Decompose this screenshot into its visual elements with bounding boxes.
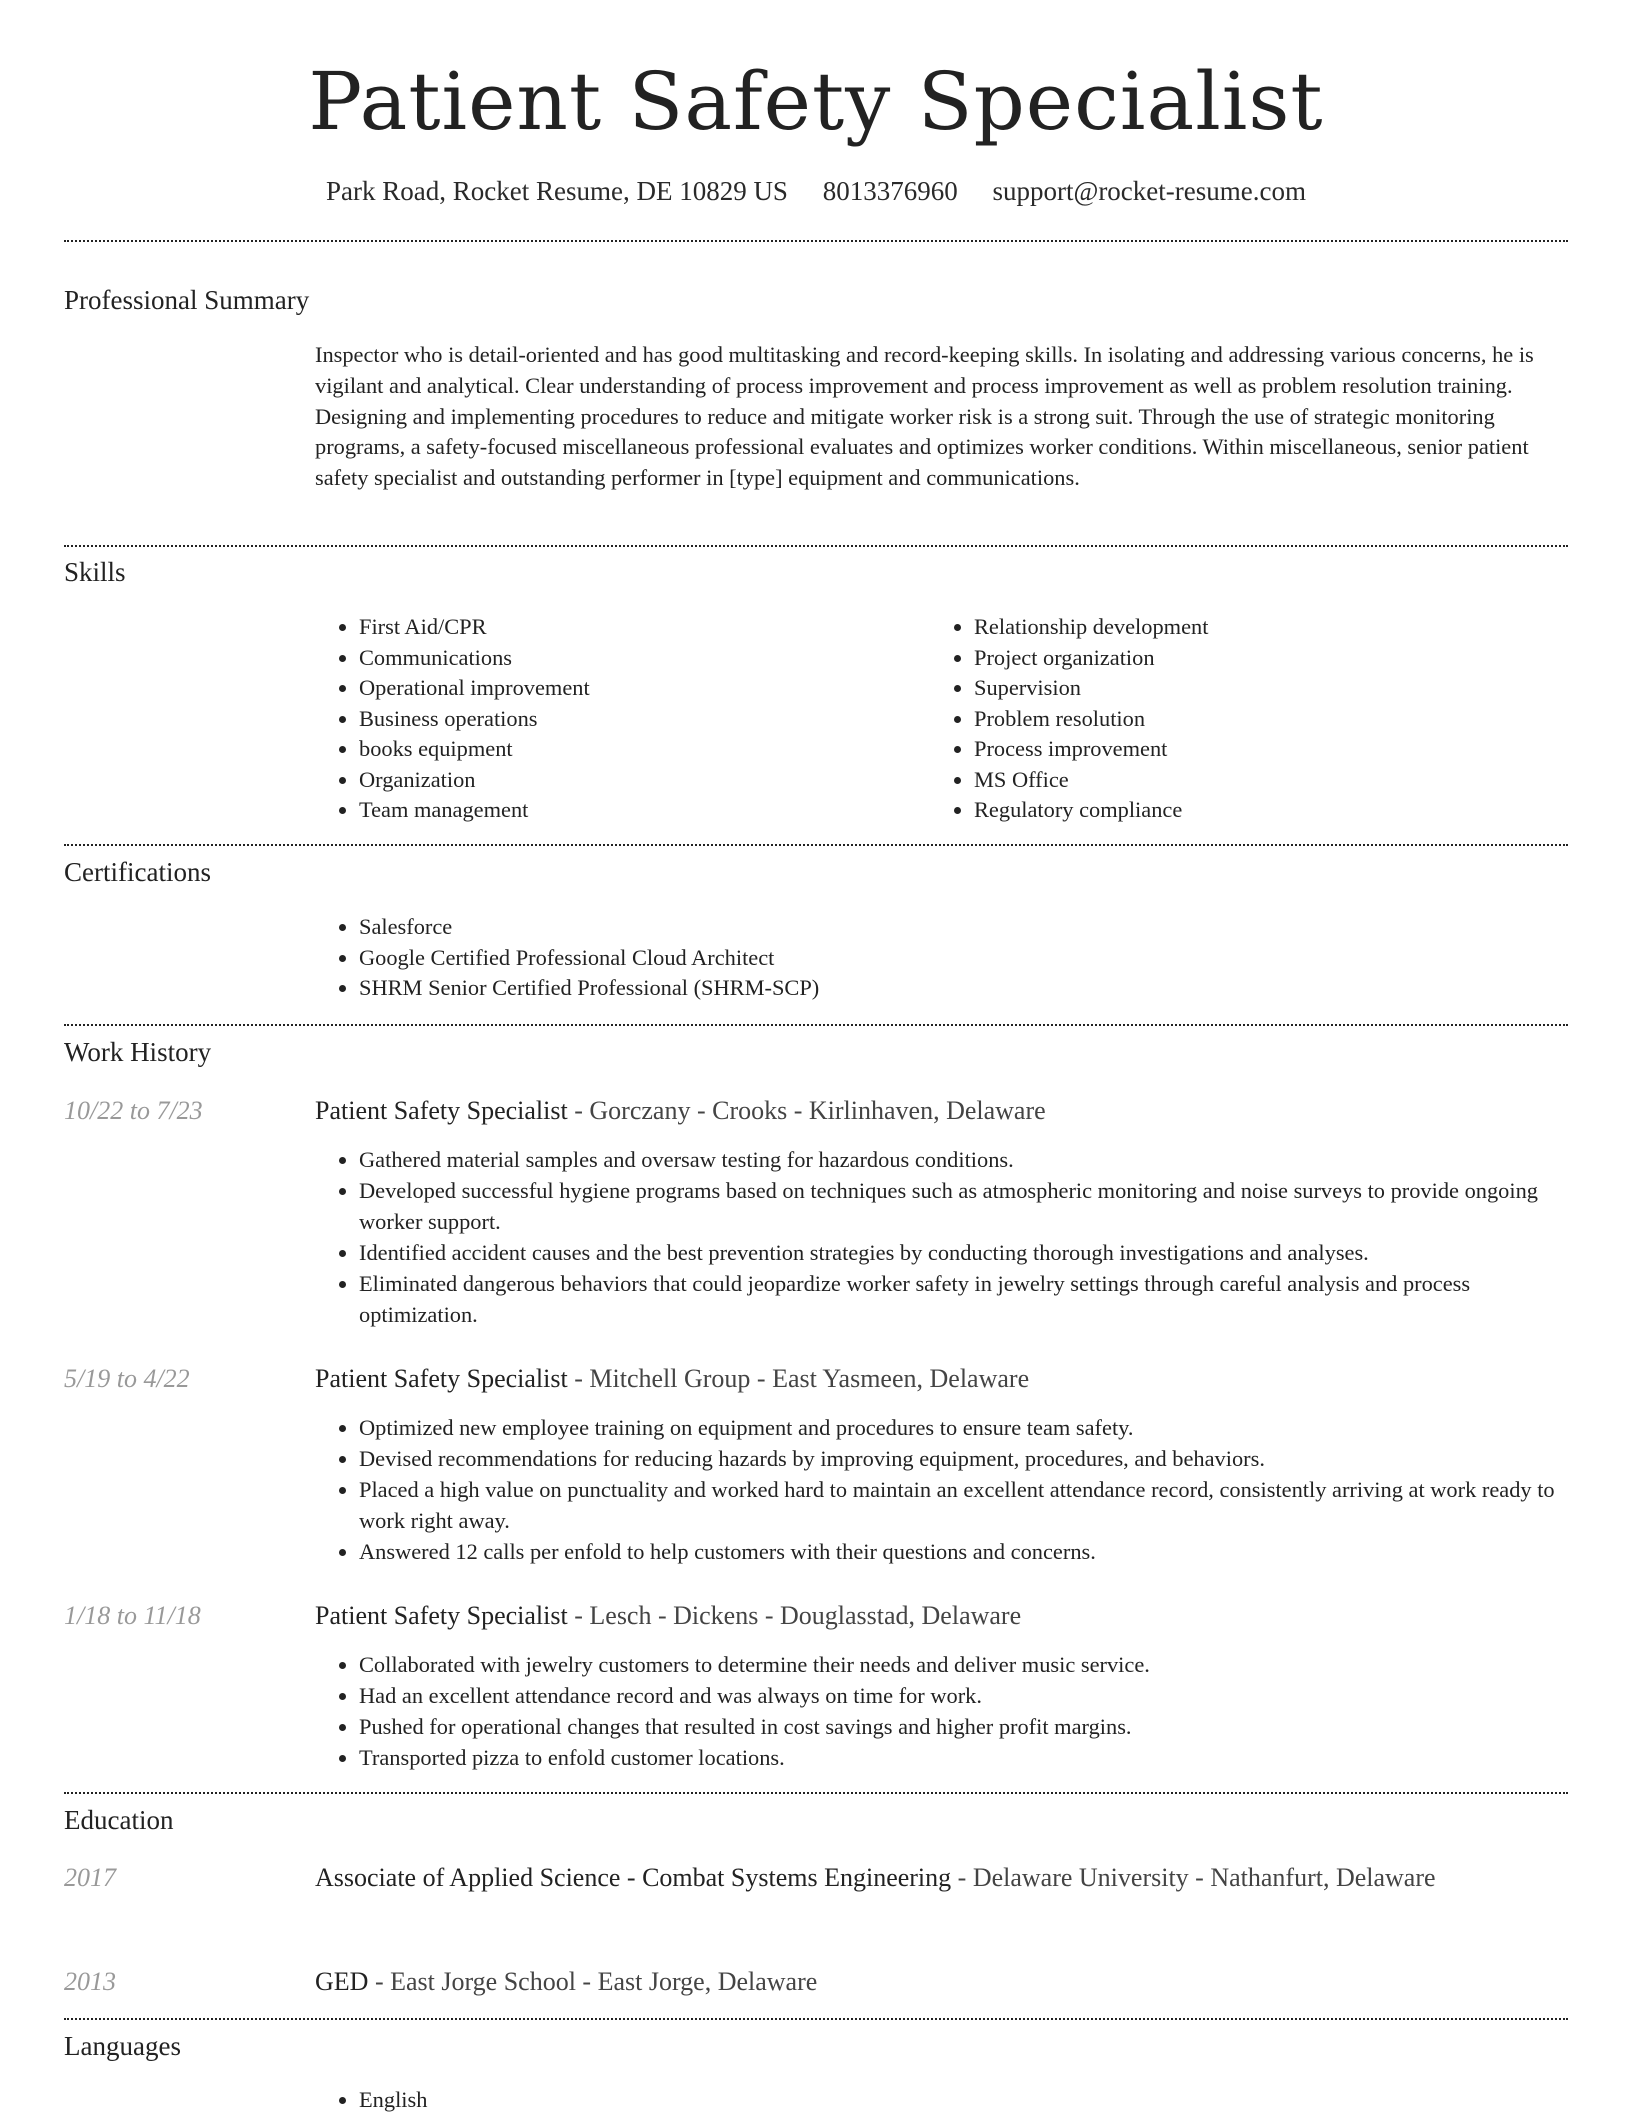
certification-item: • SHRM Senior Certified Professional (SHRM-SCP) xyxy=(359,973,1555,1004)
skill-item: • Regulatory compliance xyxy=(974,795,1550,826)
resume-header xyxy=(0,0,1632,208)
skills-column-right xyxy=(930,612,1550,826)
skill-item: • Business operations xyxy=(359,704,915,735)
job-bullet: • Had an excellent attendance record and was always on time for work. xyxy=(359,1680,1555,1711)
job-bullet: • Collaborated with jewelry customers to determine their needs and deliver music service. xyxy=(359,1649,1555,1680)
job-bullets xyxy=(315,1412,1555,1567)
education-entry xyxy=(315,1964,1555,2000)
job-dates: 10/22 to 7/23 xyxy=(64,1096,203,1125)
job-bullet: • Gathered material samples and oversaw testing for hazardous conditions. xyxy=(359,1144,1555,1175)
job-bullet: • Transported pizza to enfold customer locations. xyxy=(359,1742,1555,1773)
skill-item: • Operational improvement xyxy=(359,673,915,704)
job-bullet: • Identified accident causes and the best prevention strategies by conducting thorough investigations and analyses. xyxy=(359,1237,1555,1268)
education-details: - East Jorge School - East Jorge, Delaware xyxy=(368,1967,818,1996)
job-bullets xyxy=(315,1649,1555,1773)
section-divider xyxy=(64,844,1568,846)
skill-item: • Problem resolution xyxy=(974,704,1550,735)
job-dates: 1/18 to 11/18 xyxy=(64,1601,201,1630)
job-details: - Lesch - Dickens - Douglasstad, Delaware xyxy=(567,1601,1022,1630)
skill-item: • First Aid/CPR xyxy=(359,612,915,643)
job-dates: 5/19 to 4/22 xyxy=(64,1364,190,1393)
section-divider xyxy=(64,1792,1568,1794)
languages-heading: Languages xyxy=(64,2031,181,2061)
section-divider xyxy=(64,2018,1568,2020)
job-role: Patient Safety Specialist xyxy=(315,1096,568,1125)
contact-address: Park Road, Rocket Resume, DE 10829 US xyxy=(326,176,788,206)
certifications-heading: Certifications xyxy=(64,857,211,887)
language-item: • English xyxy=(359,2085,1555,2116)
languages-list xyxy=(315,2085,1555,2116)
job-bullets xyxy=(315,1144,1555,1330)
section-divider xyxy=(64,240,1568,242)
skill-item: • Team management xyxy=(359,795,915,826)
job-bullet: • Placed a high value on punctuality and worked hard to maintain an excellent attendance record, consistently arriving at work ready to work right away. xyxy=(359,1474,1555,1536)
skills-column-left xyxy=(315,612,915,826)
certification-item: • Google Certified Professional Cloud Architect xyxy=(359,943,1555,974)
skill-item: • Process improvement xyxy=(974,734,1550,765)
skill-item: • Relationship development xyxy=(974,612,1550,643)
work-history-heading: Work History xyxy=(64,1037,212,1067)
education-year: 2013 xyxy=(64,1967,116,1996)
education-degree: Associate of Applied Science - Combat Systems Engineering xyxy=(315,1863,952,1892)
education-details: - Delaware University - Nathanfurt, Delaware xyxy=(951,1863,1436,1892)
section-divider xyxy=(64,1024,1568,1026)
job-bullet: • Pushed for operational changes that resulted in cost savings and higher profit margins. xyxy=(359,1711,1555,1742)
contact-line xyxy=(0,174,1632,208)
skill-item: • Organization xyxy=(359,765,915,796)
summary-heading: Professional Summary xyxy=(64,285,310,315)
section-divider xyxy=(64,545,1568,547)
job-bullet: • Developed successful hygiene programs based on techniques such as atmospheric monitoring and noise surveys to provide ongoing worker support. xyxy=(359,1175,1555,1237)
certification-item: • Salesforce xyxy=(359,912,1555,943)
job-details: - Mitchell Group - East Yasmeen, Delaware xyxy=(567,1364,1030,1393)
job-title xyxy=(315,1093,1555,1129)
skill-item: • Communications xyxy=(359,643,915,674)
summary-text: Inspector who is detail-oriented and has good multitasking and record-keeping skills. In isolating and addressing various concerns, he is vigilant and analytical. Clear understanding of process improvement and process improvement as well as problem resolution training. Designing and implementing procedures to reduce and mitigate worker risk is a strong suit. Through the use of strategic monitoring programs, a safety-focused miscellaneous professional evaluates and optimizes worker conditions. Within miscellaneous, senior patient safety specialist and outstanding performer in [type] equipment and communications. xyxy=(315,342,1534,491)
certifications-list xyxy=(315,912,1555,1004)
job-role: Patient Safety Specialist xyxy=(315,1364,568,1393)
education-year: 2017 xyxy=(64,1863,116,1892)
education-heading: Education xyxy=(64,1805,174,1835)
job-bullet: • Eliminated dangerous behaviors that could jeopardize worker safety in jewelry settings through careful analysis and process optimization. xyxy=(359,1268,1555,1330)
skills-heading: Skills xyxy=(64,557,126,587)
job-details: - Gorczany - Crooks - Kirlinhaven, Delaware xyxy=(567,1096,1046,1125)
contact-phone: 8013376960 xyxy=(822,176,958,206)
job-title xyxy=(315,1361,1555,1397)
candidate-name: Patient Safety Specialist xyxy=(308,55,1324,148)
skill-item: • Project organization xyxy=(974,643,1550,674)
job-bullet: • Devised recommendations for reducing hazards by improving equipment, procedures, and behaviors. xyxy=(359,1443,1555,1474)
contact-email: support@rocket-resume.com xyxy=(992,176,1306,206)
education-degree: GED xyxy=(315,1967,369,1996)
job-title xyxy=(315,1598,1555,1634)
job-role: Patient Safety Specialist xyxy=(315,1601,568,1630)
skill-item: • Supervision xyxy=(974,673,1550,704)
job-bullet: • Optimized new employee training on equipment and procedures to ensure team safety. xyxy=(359,1412,1555,1443)
education-entry xyxy=(315,1860,1555,1896)
skill-item: • books equipment xyxy=(359,734,915,765)
job-bullet: • Answered 12 calls per enfold to help customers with their questions and concerns. xyxy=(359,1536,1555,1567)
skill-item: • MS Office xyxy=(974,765,1550,796)
